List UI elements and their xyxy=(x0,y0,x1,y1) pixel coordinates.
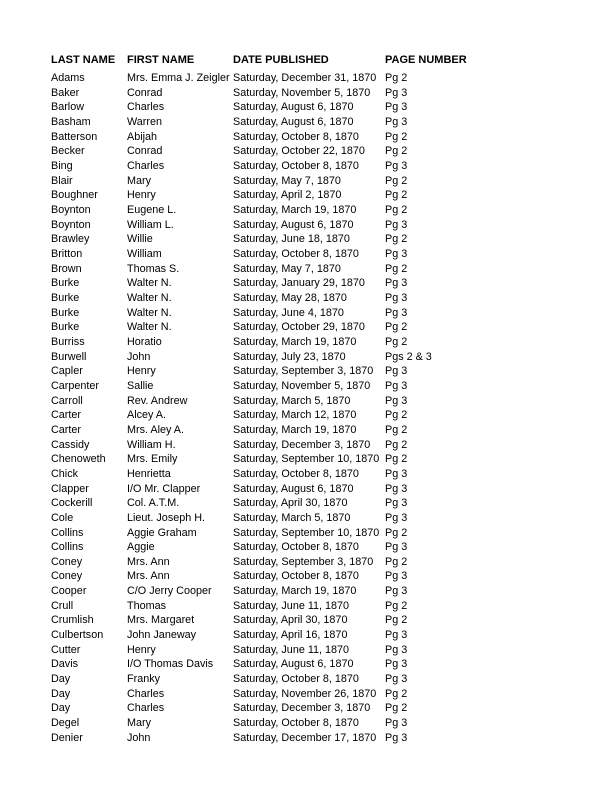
cell-last-name: Blair xyxy=(51,174,73,187)
cell-date-published: Saturday, October 8, 1870 xyxy=(233,541,359,554)
cell-first-name: Mrs. Margaret xyxy=(127,614,195,627)
cell-page-number: Pg 2 xyxy=(385,453,408,466)
cell-date-published: Saturday, August 6, 1870 xyxy=(233,658,354,671)
table-row xyxy=(51,291,561,306)
cell-date-published: Saturday, October 8, 1870 xyxy=(233,467,359,480)
cell-first-name: Henry xyxy=(127,365,156,378)
cell-first-name: Eugene L. xyxy=(127,204,177,217)
cell-first-name: Willie xyxy=(127,233,153,246)
cell-page-number: Pg 3 xyxy=(385,585,408,598)
cell-page-number: Pg 2 xyxy=(385,409,408,422)
cell-first-name: John xyxy=(127,350,151,363)
cell-page-number: Pg 3 xyxy=(385,731,408,744)
cell-page-number: Pg 3 xyxy=(385,86,408,99)
cell-first-name: Walter N. xyxy=(127,292,172,304)
cell-first-name: Charles xyxy=(127,687,165,700)
cell-page-number: Pg 2 xyxy=(385,526,408,539)
table-row xyxy=(51,731,561,746)
cell-page-number: Pg 2 xyxy=(385,145,408,158)
table-row xyxy=(51,452,561,467)
cell-first-name: Walter N. xyxy=(127,321,172,334)
cell-first-name: Aggie Graham xyxy=(127,526,197,539)
cell-page-number: Pg 3 xyxy=(385,643,408,656)
cell-page-number: Pg 3 xyxy=(385,629,408,642)
cell-page-number: Pg 2 xyxy=(385,174,408,187)
header-date-published: DATE PUBLISHED xyxy=(233,54,329,66)
cell-page-number: Pg 2 xyxy=(385,72,408,85)
cell-date-published: Saturday, July 23, 1870 xyxy=(233,350,346,363)
cell-page-number: Pg 2 xyxy=(385,204,408,217)
cell-date-published: Saturday, October 29, 1870 xyxy=(233,321,365,334)
cell-last-name: Burke xyxy=(51,277,80,290)
cell-page-number: Pg 2 xyxy=(385,233,408,246)
cell-last-name: Brawley xyxy=(51,233,90,246)
cell-page-number: Pg 2 xyxy=(385,702,408,715)
cell-last-name: Basham xyxy=(51,116,91,129)
cell-first-name: Franky xyxy=(127,673,160,686)
header-last-name: LAST NAME xyxy=(51,54,116,66)
cell-date-published: Saturday, October 8, 1870 xyxy=(233,717,359,730)
cell-last-name: Davis xyxy=(51,658,78,671)
cell-last-name: Crumlish xyxy=(51,614,94,627)
cell-first-name: I/O Thomas Davis xyxy=(127,658,214,671)
cell-last-name: Collins xyxy=(51,541,84,554)
cell-last-name: Day xyxy=(51,673,71,686)
table-row xyxy=(51,335,561,350)
cell-date-published: Saturday, June 11, 1870 xyxy=(233,643,350,656)
cell-last-name: Day xyxy=(51,687,71,700)
cell-date-published: Saturday, March 19, 1870 xyxy=(233,423,357,436)
cell-last-name: Coney xyxy=(51,555,83,568)
cell-last-name: Carroll xyxy=(51,394,83,407)
cell-date-published: Saturday, March 19, 1870 xyxy=(233,204,357,217)
cell-last-name: Becker xyxy=(51,145,85,158)
cell-page-number: Pg 3 xyxy=(385,497,408,510)
cell-last-name: Cassidy xyxy=(51,438,90,451)
cell-last-name: Cutter xyxy=(51,643,81,656)
cell-date-published: Saturday, December 3, 1870 xyxy=(233,702,371,715)
table-row xyxy=(51,218,561,233)
cell-first-name: Rev. Andrew xyxy=(127,394,188,407)
cell-date-published: Saturday, December 3, 1870 xyxy=(233,438,371,451)
cell-first-name: Charles xyxy=(127,101,165,114)
cell-page-number: Pg 3 xyxy=(385,482,408,495)
table-row xyxy=(51,540,561,555)
cell-page-number: Pg 3 xyxy=(385,673,408,686)
table-row xyxy=(51,716,561,731)
cell-page-number: Pg 3 xyxy=(385,717,408,730)
cell-date-published: Saturday, August 6, 1870 xyxy=(233,218,354,231)
cell-last-name: Burwell xyxy=(51,350,87,363)
cell-date-published: Saturday, January 29, 1870 xyxy=(233,277,365,290)
cell-page-number: Pg 3 xyxy=(385,277,408,290)
cell-first-name: Warren xyxy=(127,116,162,129)
cell-last-name: Burriss xyxy=(51,335,85,348)
cell-date-published: Saturday, April 30, 1870 xyxy=(233,614,348,627)
cell-date-published: Saturday, June 11, 1870 xyxy=(233,599,350,612)
cell-page-number: Pg 3 xyxy=(385,541,408,554)
cell-date-published: Saturday, October 8, 1870 xyxy=(233,570,359,583)
cell-first-name: Lieut. Joseph H. xyxy=(127,511,206,524)
cell-date-published: Saturday, October 22, 1870 xyxy=(233,145,365,158)
table-header-row xyxy=(51,53,561,68)
cell-first-name: Thomas xyxy=(127,599,167,612)
table-row xyxy=(51,364,561,379)
table-row xyxy=(51,159,561,174)
table-row xyxy=(51,247,561,262)
table-row xyxy=(51,203,561,218)
cell-first-name: Mrs. Aley A. xyxy=(127,423,184,436)
cell-page-number: Pg 3 xyxy=(385,379,408,392)
cell-first-name: Mary xyxy=(127,174,151,187)
cell-date-published: Saturday, April 16, 1870 xyxy=(233,629,348,642)
cell-page-number: Pg 2 xyxy=(385,423,408,436)
cell-date-published: Saturday, October 8, 1870 xyxy=(233,248,359,261)
cell-date-published: Saturday, March 19, 1870 xyxy=(233,585,357,598)
cell-date-published: Saturday, August 6, 1870 xyxy=(233,116,354,129)
cell-page-number: Pg 3 xyxy=(385,306,408,319)
table-row xyxy=(51,511,561,526)
table-row xyxy=(51,555,561,570)
header-first-name: FIRST NAME xyxy=(127,54,195,66)
cell-first-name: Col. A.T.M. xyxy=(127,497,180,510)
cell-last-name: Boynton xyxy=(51,218,91,231)
cell-last-name: Crull xyxy=(51,599,74,612)
cell-last-name: Boughner xyxy=(51,189,98,202)
cell-page-number: Pgs 2 & 3 xyxy=(385,350,432,363)
table-row xyxy=(51,188,561,203)
cell-last-name: Chenoweth xyxy=(51,453,106,466)
cell-date-published: Saturday, April 2, 1870 xyxy=(233,189,342,202)
cell-page-number: Pg 2 xyxy=(385,687,408,700)
cell-page-number: Pg 2 xyxy=(385,599,408,612)
cell-date-published: Saturday, December 17, 1870 xyxy=(233,731,377,744)
table-row xyxy=(51,115,561,130)
cell-first-name: Henry xyxy=(127,643,156,656)
cell-last-name: Burke xyxy=(51,292,80,304)
cell-page-number: Pg 2 xyxy=(385,189,408,202)
cell-first-name: Henrietta xyxy=(127,467,171,480)
cell-last-name: Capler xyxy=(51,365,83,378)
table-row xyxy=(51,232,561,247)
table-row xyxy=(51,643,561,658)
table-row xyxy=(51,423,561,438)
cell-first-name: William H. xyxy=(127,438,176,451)
table-row xyxy=(51,130,561,145)
table-row xyxy=(51,599,561,614)
cell-first-name: Thomas S. xyxy=(127,262,180,275)
cell-first-name: Sallie xyxy=(127,379,154,392)
table-row xyxy=(51,144,561,159)
table-row xyxy=(51,584,561,599)
cell-date-published: Saturday, October 8, 1870 xyxy=(233,673,359,686)
cell-last-name: Culbertson xyxy=(51,629,104,642)
cell-date-published: Saturday, April 30, 1870 xyxy=(233,497,348,510)
cell-first-name: Mrs. Emily xyxy=(127,453,178,466)
table-body xyxy=(51,71,561,745)
cell-date-published: Saturday, October 8, 1870 xyxy=(233,160,359,173)
cell-first-name: Charles xyxy=(127,702,165,715)
cell-page-number: Pg 2 xyxy=(385,555,408,568)
cell-date-published: Saturday, August 6, 1870 xyxy=(233,482,354,495)
cell-last-name: Brown xyxy=(51,262,82,275)
cell-page-number: Pg 3 xyxy=(385,394,408,407)
cell-last-name: Cooper xyxy=(51,585,87,598)
cell-last-name: Clapper xyxy=(51,482,89,495)
cell-first-name: Horatio xyxy=(127,335,162,348)
cell-page-number: Pg 2 xyxy=(385,130,408,143)
cell-first-name: Mrs. Emma J. Zeigler xyxy=(127,72,230,85)
cell-page-number: Pg 3 xyxy=(385,365,408,378)
cell-last-name: Collins xyxy=(51,526,84,539)
cell-first-name: Charles xyxy=(127,160,165,173)
cell-first-name: Conrad xyxy=(127,86,163,99)
cell-page-number: Pg 3 xyxy=(385,467,408,480)
cell-date-published: Saturday, November 5, 1870 xyxy=(233,379,371,392)
cell-date-published: Saturday, September 10, 1870 xyxy=(233,453,380,466)
table-row xyxy=(51,86,561,101)
cell-date-published: Saturday, September 10, 1870 xyxy=(233,526,380,539)
cell-page-number: Pg 3 xyxy=(385,658,408,671)
cell-date-published: Saturday, March 19, 1870 xyxy=(233,335,357,348)
cell-last-name: Bing xyxy=(51,160,73,173)
cell-first-name: John xyxy=(127,731,151,744)
cell-date-published: Saturday, March 12, 1870 xyxy=(233,409,357,422)
table-row xyxy=(51,569,561,584)
table-row xyxy=(51,526,561,541)
table-row xyxy=(51,657,561,672)
cell-page-number: Pg 3 xyxy=(385,248,408,261)
table-row xyxy=(51,496,561,511)
cell-last-name: Carter xyxy=(51,409,81,422)
cell-date-published: Saturday, March 5, 1870 xyxy=(233,511,351,524)
cell-first-name: I/O Mr. Clapper xyxy=(127,482,201,495)
table-row xyxy=(51,687,561,702)
table-row xyxy=(51,379,561,394)
cell-page-number: Pg 3 xyxy=(385,160,408,173)
table-row xyxy=(51,672,561,687)
table-row xyxy=(51,613,561,628)
cell-date-published: Saturday, September 3, 1870 xyxy=(233,555,374,568)
cell-page-number: Pg 2 xyxy=(385,321,408,334)
cell-first-name: Alcey A. xyxy=(127,409,167,422)
cell-date-published: Saturday, August 6, 1870 xyxy=(233,101,354,114)
records-table xyxy=(51,53,561,745)
cell-last-name: Degel xyxy=(51,717,80,730)
table-row xyxy=(51,701,561,716)
cell-last-name: Burke xyxy=(51,306,80,319)
cell-page-number: Pg 3 xyxy=(385,292,408,304)
cell-last-name: Boynton xyxy=(51,204,91,217)
table-row xyxy=(51,71,561,86)
cell-page-number: Pg 2 xyxy=(385,614,408,627)
cell-last-name: Carpenter xyxy=(51,379,100,392)
cell-first-name: Mary xyxy=(127,717,151,730)
table-row xyxy=(51,174,561,189)
cell-first-name: William L. xyxy=(127,218,174,231)
cell-page-number: Pg 2 xyxy=(385,438,408,451)
cell-page-number: Pg 3 xyxy=(385,218,408,231)
cell-first-name: John Janeway xyxy=(127,629,197,642)
cell-first-name: William xyxy=(127,248,162,261)
cell-last-name: Chick xyxy=(51,467,78,480)
cell-last-name: Burke xyxy=(51,321,80,334)
cell-page-number: Pg 3 xyxy=(385,101,408,114)
cell-date-published: Saturday, June 4, 1870 xyxy=(233,306,344,319)
table-row xyxy=(51,394,561,409)
table-row xyxy=(51,482,561,497)
cell-last-name: Day xyxy=(51,702,71,715)
cell-first-name: Henry xyxy=(127,189,156,202)
cell-date-published: Saturday, June 18, 1870 xyxy=(233,233,350,246)
cell-page-number: Pg 3 xyxy=(385,570,408,583)
table-row xyxy=(51,262,561,277)
cell-last-name: Carter xyxy=(51,423,81,436)
cell-page-number: Pg 3 xyxy=(385,511,408,524)
header-page-number: PAGE NUMBER xyxy=(385,54,467,66)
cell-first-name: Abijah xyxy=(127,130,158,143)
cell-last-name: Coney xyxy=(51,570,83,583)
cell-first-name: Conrad xyxy=(127,145,163,158)
cell-first-name: Aggie xyxy=(127,541,155,554)
table-row xyxy=(51,628,561,643)
table-row xyxy=(51,320,561,335)
cell-last-name: Batterson xyxy=(51,130,98,143)
cell-last-name: Cockerill xyxy=(51,497,93,510)
cell-last-name: Denier xyxy=(51,731,83,744)
cell-last-name: Adams xyxy=(51,72,85,85)
table-row xyxy=(51,306,561,321)
cell-first-name: C/O Jerry Cooper xyxy=(127,585,212,598)
table-row xyxy=(51,276,561,291)
table-row xyxy=(51,467,561,482)
cell-last-name: Britton xyxy=(51,248,83,261)
cell-date-published: Saturday, November 26, 1870 xyxy=(233,687,377,700)
cell-last-name: Barlow xyxy=(51,101,85,114)
cell-date-published: Saturday, September 3, 1870 xyxy=(233,365,374,378)
table-row xyxy=(51,438,561,453)
cell-date-published: Saturday, May 7, 1870 xyxy=(233,174,341,187)
cell-last-name: Baker xyxy=(51,86,80,99)
cell-last-name: Cole xyxy=(51,511,74,524)
cell-first-name: Mrs. Ann xyxy=(127,570,170,583)
cell-first-name: Walter N. xyxy=(127,277,172,290)
cell-first-name: Walter N. xyxy=(127,306,172,319)
cell-date-published: Saturday, October 8, 1870 xyxy=(233,130,359,143)
table-row xyxy=(51,100,561,115)
cell-date-published: Saturday, May 7, 1870 xyxy=(233,262,341,275)
cell-date-published: Saturday, November 5, 1870 xyxy=(233,86,371,99)
cell-date-published: Saturday, March 5, 1870 xyxy=(233,394,351,407)
cell-first-name: Mrs. Ann xyxy=(127,555,170,568)
cell-page-number: Pg 2 xyxy=(385,262,408,275)
cell-page-number: Pg 3 xyxy=(385,116,408,129)
cell-page-number: Pg 2 xyxy=(385,335,408,348)
cell-date-published: Saturday, May 28, 1870 xyxy=(233,292,347,304)
cell-date-published: Saturday, December 31, 1870 xyxy=(233,72,377,85)
table-row xyxy=(51,350,561,365)
table-row xyxy=(51,408,561,423)
